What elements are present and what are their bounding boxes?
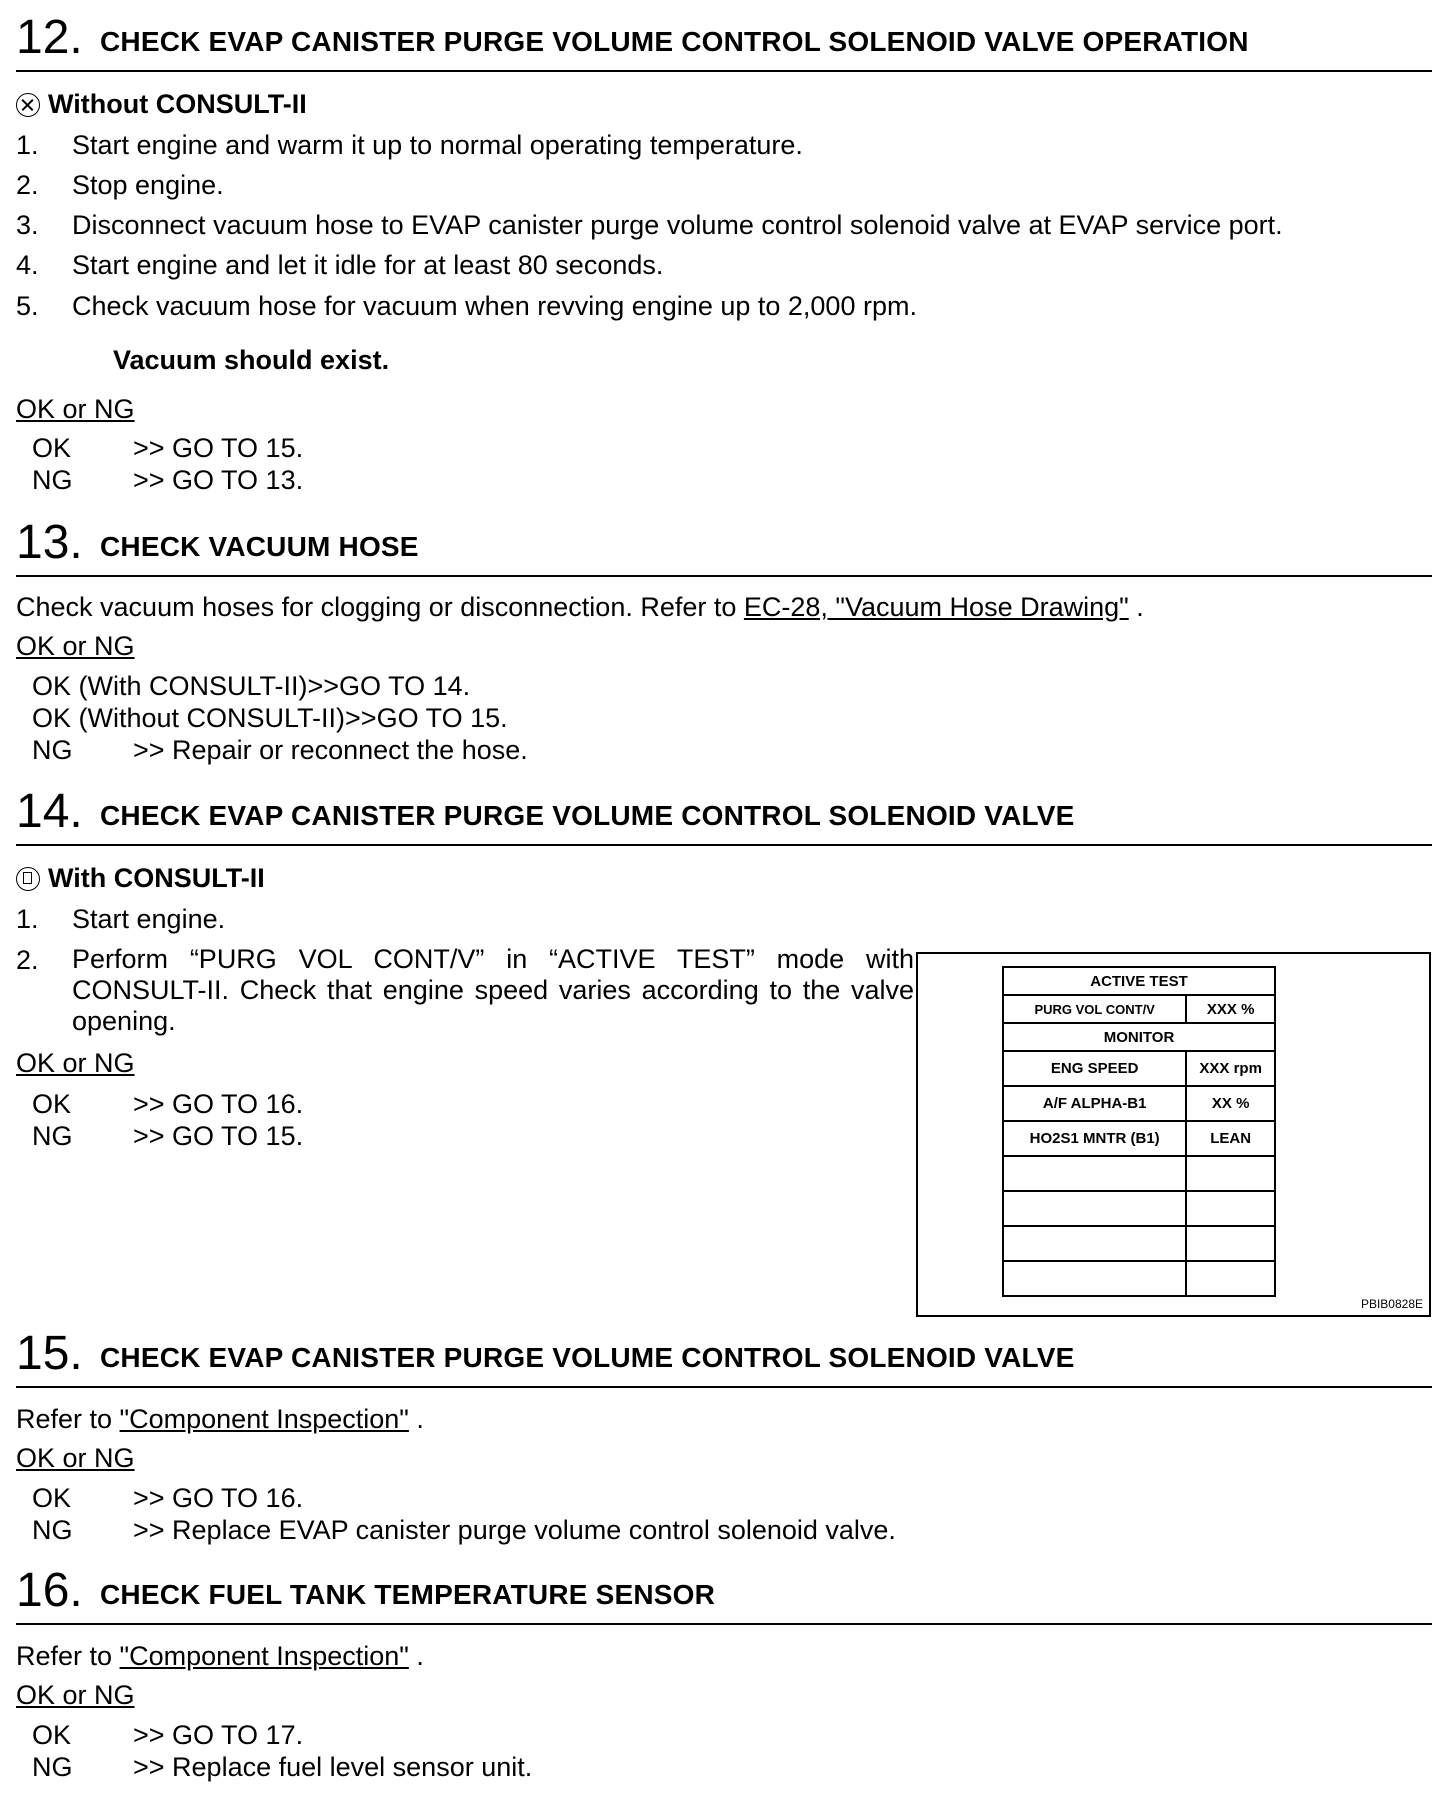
result-label: OK	[32, 1089, 72, 1119]
no-consult-icon	[16, 93, 40, 117]
list-number: 2.	[16, 170, 39, 200]
ok-ng-heading: OK or NG	[16, 1443, 135, 1473]
ok-ng-heading: OK or NG	[16, 631, 135, 661]
mode-without-consult	[16, 88, 307, 120]
monitor-item: A/F ALPHA-B1	[1003, 1086, 1186, 1121]
monitor-value: LEAN	[1186, 1121, 1275, 1156]
result-row: OK (With CONSULT-II)>>GO TO 14.	[32, 671, 471, 701]
step-number: 14.	[16, 785, 83, 838]
test-value: XXX %	[1186, 995, 1275, 1023]
ok-ng-heading: OK or NG	[16, 1048, 135, 1078]
step-15-header	[16, 1328, 1432, 1388]
result-action: >> Replace fuel level sensor unit.	[133, 1752, 533, 1782]
monitor-item: ENG SPEED	[1003, 1051, 1186, 1086]
step-title: CHECK EVAP CANISTER PURGE VOLUME CONTROL SOLENOID VALVE	[100, 1342, 1075, 1373]
result-action: >> Replace EVAP canister purge volume control solenoid valve.	[133, 1515, 896, 1545]
list-text: Stop engine.	[72, 170, 224, 200]
result-action: >> GO TO 15.	[133, 433, 304, 463]
list-text: Start engine and let it idle for at least 80 seconds.	[72, 250, 664, 280]
reference-text	[16, 1640, 424, 1672]
result-label: OK	[32, 1483, 72, 1513]
ok-ng-heading: OK or NG	[16, 394, 135, 424]
step-title: CHECK VACUUM HOSE	[100, 531, 419, 562]
empty-cell	[1003, 1226, 1186, 1261]
empty-cell	[1003, 1191, 1186, 1226]
reference-prefix: Refer to	[16, 1404, 120, 1434]
list-text: Start engine and warm it up to normal operating temperature.	[72, 130, 803, 160]
vacuum-hose-drawing-link[interactable]: EC-28, "Vacuum Hose Drawing"	[743, 592, 1129, 622]
step-16-header	[16, 1565, 1432, 1625]
result-action: >> GO TO 16.	[133, 1483, 304, 1513]
step-14-header	[16, 786, 1432, 846]
consult-tool-icon	[16, 867, 40, 891]
reference-text	[16, 1403, 424, 1435]
result-label: NG	[32, 465, 73, 495]
step-title: CHECK EVAP CANISTER PURGE VOLUME CONTROL SOLENOID VALVE OPERATION	[100, 26, 1249, 57]
step-number: 12.	[16, 11, 83, 64]
step-12-header	[16, 12, 1432, 72]
result-label: NG	[32, 735, 73, 765]
active-test-header: ACTIVE TEST	[1003, 967, 1275, 995]
reference-text	[16, 591, 1144, 623]
monitor-value: XX %	[1186, 1086, 1275, 1121]
result-action: >> Repair or reconnect the hose.	[133, 735, 528, 765]
spec-text: Vacuum should exist.	[113, 345, 390, 375]
reference-prefix: Refer to	[16, 1641, 120, 1671]
empty-cell	[1186, 1191, 1275, 1226]
monitor-item: HO2S1 MNTR (B1)	[1003, 1121, 1186, 1156]
list-number: 1.	[16, 904, 39, 934]
result-action: >> GO TO 13.	[133, 465, 304, 495]
list-text: Check vacuum hose for vacuum when revving engine up to 2,000 rpm.	[72, 291, 917, 321]
list-number: 5.	[16, 291, 39, 321]
mode-label: Without CONSULT-II	[48, 89, 307, 119]
step-number: 15.	[16, 1327, 83, 1380]
empty-cell	[1003, 1156, 1186, 1191]
monitor-value: XXX rpm	[1186, 1051, 1275, 1086]
list-number: 1.	[16, 130, 39, 160]
figure-id: PBIB0828E	[1360, 1297, 1423, 1311]
mode-with-consult	[16, 862, 265, 894]
step-13-header	[16, 517, 1432, 577]
reference-suffix: .	[408, 1641, 424, 1671]
result-action: >> GO TO 16.	[133, 1089, 304, 1119]
active-test-figure	[916, 952, 1431, 1317]
component-inspection-link[interactable]: "Component Inspection"	[119, 1404, 409, 1434]
mode-label: With CONSULT-II	[48, 863, 265, 893]
empty-cell	[1003, 1261, 1186, 1296]
ok-ng-heading: OK or NG	[16, 1680, 135, 1710]
list-number: 2.	[16, 945, 39, 975]
empty-cell	[1186, 1226, 1275, 1261]
list-text: Start engine.	[72, 904, 226, 934]
step-title: CHECK FUEL TANK TEMPERATURE SENSOR	[100, 1579, 716, 1610]
empty-cell	[1186, 1156, 1275, 1191]
list-number: 3.	[16, 210, 39, 240]
reference-prefix: Check vacuum hoses for clogging or disconnection. Refer to	[16, 592, 744, 622]
reference-suffix: .	[1128, 592, 1144, 622]
result-label: NG	[32, 1515, 73, 1545]
result-action: >> GO TO 15.	[133, 1121, 304, 1151]
step-number: 13.	[16, 516, 83, 569]
list-number: 4.	[16, 250, 39, 280]
result-row: OK (Without CONSULT-II)>>GO TO 15.	[32, 703, 508, 733]
step-number: 16.	[16, 1564, 83, 1617]
step-title: CHECK EVAP CANISTER PURGE VOLUME CONTROL SOLENOID VALVE	[100, 800, 1075, 831]
reference-suffix: .	[408, 1404, 424, 1434]
list-text: Perform “PURG VOL CONT/V” in “ACTIVE TEST” mode with CONSULT-II. Check that engine speed varies according to the valve opening.	[72, 944, 914, 1036]
empty-cell	[1186, 1261, 1275, 1296]
test-item: PURG VOL CONT/V	[1003, 995, 1186, 1023]
result-label: NG	[32, 1121, 73, 1151]
result-label: OK	[32, 433, 72, 463]
list-text: Disconnect vacuum hose to EVAP canister purge volume control solenoid valve at EVAP service port.	[72, 210, 1283, 240]
result-action: >> GO TO 17.	[133, 1720, 304, 1750]
result-label: NG	[32, 1752, 73, 1782]
component-inspection-link[interactable]: "Component Inspection"	[119, 1641, 409, 1671]
result-label: OK	[32, 1720, 72, 1750]
monitor-header: MONITOR	[1003, 1023, 1275, 1051]
active-test-screen	[1002, 966, 1276, 1297]
